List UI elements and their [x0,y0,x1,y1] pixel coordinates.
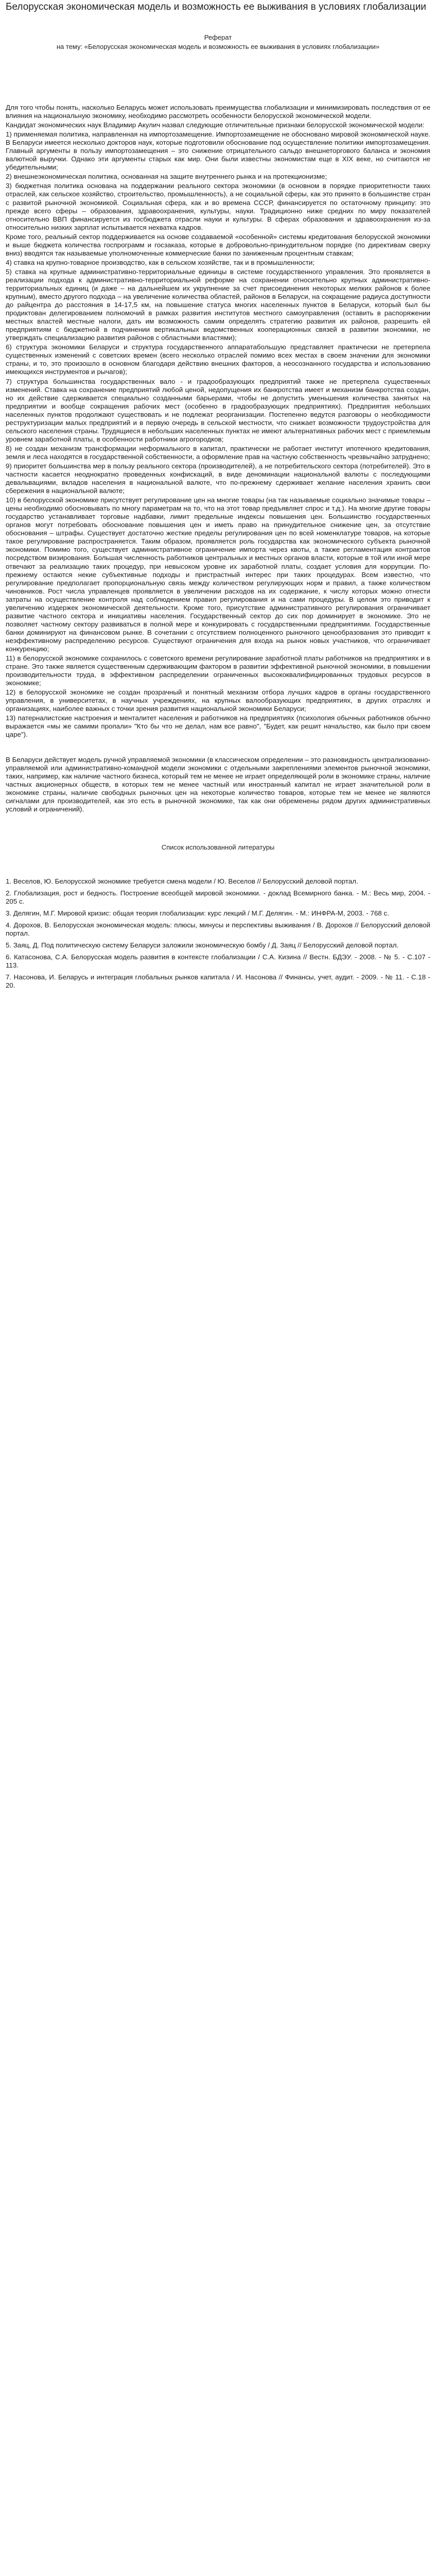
reference-item: 6. Катасонова, С.А. Белорусская модель развития в контексте глобализации / С.А. Кизина // Вестн. БДЭУ. - 2008. - № 5. - С.107 - 113. [6,953,430,970]
paragraph: 3) бюджетная политика основана на поддержании реального сектора экономики (в основном в порядке приоритетности таких отраслей, как сельское хозяйство, строительство, промышленность), а не социальной сферы, как это принято в большинстве стран с развитой рыночной экономикой. Социальная сфера, как и во времена СССР, финансируется по остаточному принципу: это прежде всего сферы – образования, здравоохранения, культуры, науки. Традиционно ниже средних по миру показателей относительно ВВП финансируется из госбюджета отрасли науки и культуры. В сферах образования и здравоохранения из-за относительно низких зарплат испытывается нехватка кадров. [6,182,430,231]
paragraph: 9) приоритет большинства мер в пользу реального сектора (производителей), а не потребительского сектора (потребителей). Это в частности касается неоднократно проведенных конфискаций, в виде деноминации национальной валюты с последующими девальвациями, вкладов населения в национальной валюте, что по-прежнему сдерживает желание населения хранить свои сбережения в национальной валюте; [6,462,430,495]
reference-item: 7. Насонова, И. Беларусь и интеграция глобальных рынков капитала / И. Насонова // Финансы, учет, аудит. - 2009. - № 11. - С.18 - 20. [6,973,430,990]
reference-item: 3. Делягин, М.Г. Мировой кризис: общая теория глобализации: курс лекций / М.Г. Делягин. - М.: ИНФРА-М, 2003. - 768 с. [6,909,389,917]
paragraph: 11) в белорусской экономике сохранилось с советского времени регулирование заработной платы работников на предприятиях и в стране. Это также является существенным сдерживающим фактором в развитии эффективной рыночной экономики, в повышении производительности труда, в эффективном распределении ограниченных высококвалифицированных трудовых ресурсов в экономике; [6,654,430,687]
conclusion-paragraph: В Беларуси действует модель ручной управляемой экономики (в классическом определении – это разновидность централизованно-управляемой или административно-командной модели экономики с отдельными закреплениями элементов рыночной экономики, таких, например, как наличие частного бизнеса, который тем не менее не играет определяющей роли в экономике страны, наличие частных акционерных обществ, в которых тем не менее частный или иностранный капитал не играет значительной роли в экономике страны, наличие свободных рыночных цен на некоторые количество товаров, которые тем не менее не являются сигналами для производителей, как это есть в рыночной экономике, так как они обременены рядом других административных условий и ограничений). [6,755,430,813]
document-title: Белорусская экономическая модель и возможность ее выживания в условиях глобализации [6,2,426,12]
document-page [0,0,436,990]
reference-item: 4. Дорохов, В. Белорусская экономическая модель: плюсы, минусы и перспективы выживания / В. Дорохов // Белорусский деловой портал. [6,921,430,938]
paragraph: 7) структура большинства государственных вало - и градообразующих предприятий также не претерпела существенных изменений. Ставка на сохранение предприятий любой ценой, недопущения их банкротства имеет и механизм банкротства создан, но их действие сдерживается специально созданными барьерами, чтобы не допустить уменьшения количества занятых на предприятии и вообще сокращения рабочих мест (особенно в градообразующих предприятиях). Предприятия небольших населенных пунктов продолжают существовать и не подлежат реорганизации. Постепенно ведутся разговоры о необходимости реструктуризации малых предприятий и в первую очередь в сельской местности, что снижает возможности трудоустройства для сельского населения страны. Трудящиеся в небольших населенных пунктах не имеют альтернативных рабочих мест с приемлемым уровнем заработной платы, в особенности работники агрогородков; [6,377,430,443]
paragraph: 10) в белорусской экономике присутствует регулирование цен на многие товары (на так называемые социально значимые товары – цены необходимо обосновывать по многу параметрам на то, что на этот товар предъявляет спрос и т.д.). На многие другие товары государство устанавливает торговые надбавки, лимит предельные индексы повышения цен. Большинство государственных органов могут потребовать обоснование повышения цен и иметь право на принудительное снижение цен, за отсутствие обоснования – штрафы. Существует достаточно жесткие пределы регулирования цен по всей номенклатуре товаров, на которые такое регулирование распространяется. Таким образом, проявляется роль государства как экономического субъекта рыночной экономики. Помимо того, существует административное ограничение импорта через квоты, а также регламентация контрактов посредством визирования. Большая численность работников центральных и местных органов власти, которые в той или иной мере отвечают за реализацию таких процедур, при невысоком уровне их заработной платы, создает условия для коррупции. По-прежнему остаются некие субъективные подходы и пристрастный интерес при таких процедурах. Всем известно, что регулирование предполагает пропорциональную связь между количеством регулирующих норм и правил, а также количеством чиновников. Рост числа управленцев проявляется в увеличении расходов на их содержание, к числу которых можно отнести затраты на осуществление контроля над соблюдением правил регулирования и на сами процедуры. В целом это приводит к увеличению издержек экономической деятельности. Кроме того, присутствие административного регулирования ограничивает развитие частного сектора и инициативы населения. Государственный сектор до сих пор доминирует в экономике. Это не позволяет частному сектору развиваться в полной мере и конкурировать с государственными предприятиями. Государственные банки доминируют на финансовом рынке. В сочетании с отсутствием полноценного рыночного ценообразования это приводит к неэффективному распределению ресурсов. Существуют ограничения для входа на рынок новых участников, что ограничивает конкуренцию; [6,496,430,653]
reference-item: 1. Веселов, Ю. Белорусской экономике требуется смена модели / Ю. Веселов // Белорусский деловой портал. [6,877,358,885]
referat-header [6,33,430,51]
literature-section [6,843,430,990]
referat-label: Реферат [204,33,232,41]
literature-title: Список использованной литературы [161,843,275,851]
referat-topic: на тему: «Белорусская экономическая модель и возможность ее выживания в условиях глобализации» [56,43,380,50]
paragraph: 2) внешнеэкономическая политика, основанная на защите внутреннего рынка и на протекционизме; [6,173,327,181]
paragraph: 4) ставка на крупно-товарное производство, как в сельском хозяйстве, так и в промышленности; [6,258,315,266]
reference-item: 5. Заяц, Д. Под политическую систему Беларуси заложили экономическую бомбу / Д. Заяц // Белорусский деловой портал. [6,941,399,950]
paragraph: Для того чтобы понять, насколько Беларусь может использовать преимущества глобализации и минимизировать последствия от ее влияния на национальную экономику, необходимо рассмотреть особенности белорусской экономической модели. [6,104,430,120]
paragraph: Кроме того, реальный сектор поддерживается на основе создаваемой «особенной» системы кредитования белорусской экономики и выше бюджета количества госпрограмм и госзаказа, которые в добровольно-принудительном порядке (по директивам сверху вниз) вводятся так называемые уполномоченные коммерческие банки по заниженным процентным ставкам; [6,232,430,257]
paragraph: Кандидат экономических наук Владимир Акулич назвал следующие отличительные признаки белорусской экономической модели: [6,121,425,129]
reference-item: 2. Глобализация, рост и бедность. Построение всеобщей мировой экономики. - доклад Всемирного банка. - М.: Весь мир, 2004. - 205 с. [6,889,430,905]
paragraph: 5) ставка на крупные административно-территориальные единицы в системе государственного управления. Это проявляется в реализации подхода к административно-территориальной реформе на сохранении относительно крупных административно-территориальных единиц (и даже – на дальнейшем их укрупнение за счет присоединения некоторых мелких районов к более крупным), вместо другого подхода – на увеличение количества областей, районов в Беларуси, на сокращение радиуса доступности до райцентра до расстояния в 14-17,5 км, на повышение статуса многих населенных пунктов в Беларуси, который был бы продиктован делегированием полномочий в рамках развития институтов местного самоуправления (оставить в распоряжении местных властей местные налоги, дать им возможность самим определять стратегию развития их районов, разрешить ей предприятиям с бюджетной в подчинении вертикальных ведомственных кооперационных связей в развитии экономики, не утверждать специализацию развития районов с областными властями); [6,267,430,342]
paragraph: 1) применяемая политика, направленная на импортозамещение. Импортозамещение не обосновано мировой экономической науке. В Беларуси имеется несколько докторов наук, которые подготовили обоснование под осуществление политики импортозамещения. Главный аргументы в пользу импортозамещения – это снижение отрицательного сальдо внешнеторгового баланса и экономия валютной выручки. Однако эти аргументы старых как мир. Они были известны экономистам еще в XIX веке, но считаются не убедительными; [6,130,430,172]
paragraph: 6) структура экономики Беларуси и структура государственного аппаратабольшую представляет практически не претерпела существенных изменений с советских времен (всего несколько отраслей помимо всех местах в своем значении для экономики страны, и то, это произошло в основном благодаря действию внешних факторов, а неосознанного государства и использованию имеющихся инструментов и рычагов); [6,343,430,376]
conclusion-text [6,756,430,814]
body-text [6,104,430,739]
paragraph: 8) не создан механизм трансформации неформального в капитал, практически не работает институт ипотечного кредитования, земля и леса находятся в государственной собственности, а оформление прав на частную собственность чрезвычайно затруднено; [6,444,430,461]
paragraph: 13) патерналистские настроения и менталитет населения и работников на предприятиях (психология обычных работников обычно выражается «мы же самими пропали» "Кто бы что не делал, нам все равно", "Будет, как решит начальство, как было при своем царе"). [6,714,430,739]
section-spacer [6,740,430,756]
paragraph: 12) в белорусской экономике не создан прозрачный и понятный механизм отбора лучших кадров в органы государственного управления, в университетах, в научных учреждениях, на крупных валообразующих предприятиях, в других отраслях и организациях, наиболее важных с точки зрения развития национальной экономики Беларуси; [6,688,430,713]
